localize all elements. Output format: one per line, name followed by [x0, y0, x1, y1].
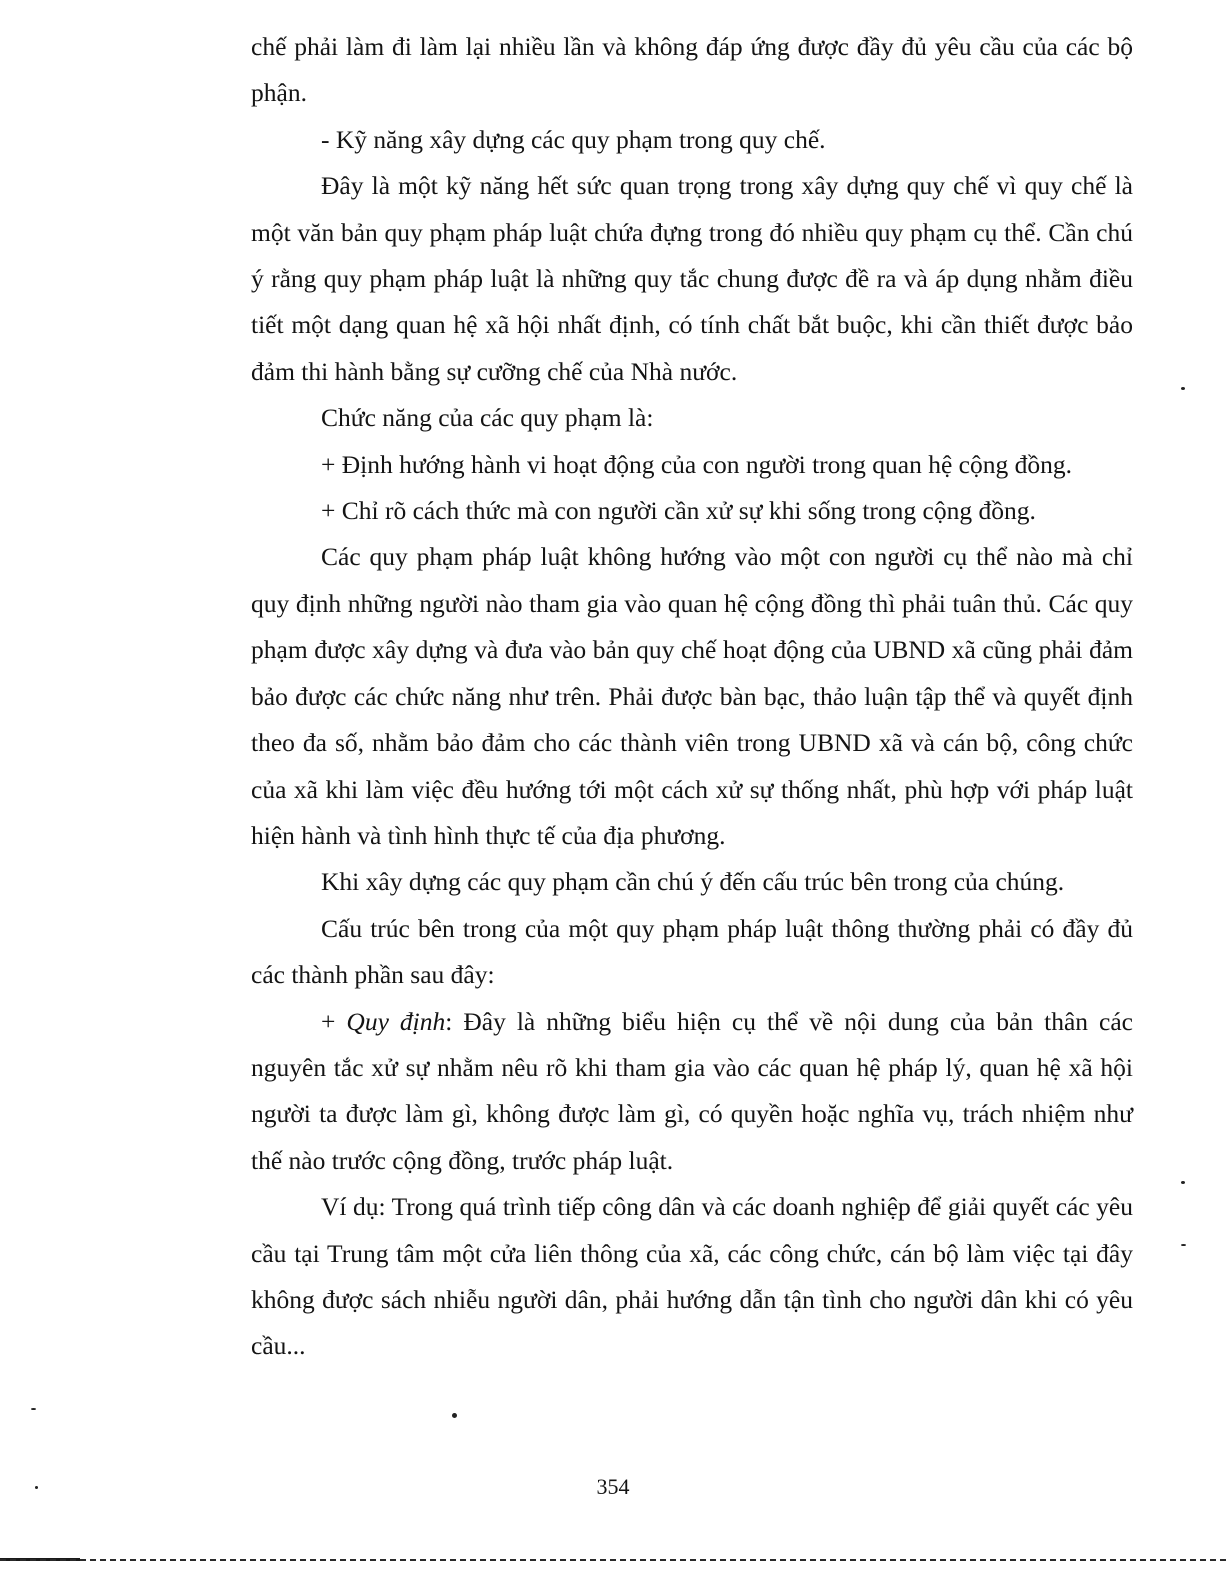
term-emphasis: Quy định	[346, 1006, 446, 1036]
paragraph-function-2: + Chỉ rõ cách thức mà con người cần xử sự khi sống trong cộng đồng.	[321, 496, 1036, 526]
paragraph-quy-dinh	[251, 999, 1133, 1185]
paragraph-function-1: + Định hướng hành vi hoạt động của con người trong quan hệ cộng đồng.	[321, 449, 1072, 479]
scan-speck	[31, 1408, 36, 1410]
bullet-lead: +	[321, 1006, 347, 1036]
paragraph-importance: Đây là một kỹ năng hết sức quan trọng trong xây dựng quy chế vì quy chế là một văn bản quy phạm pháp luật chứa đựng trong đó nhiều quy phạm cụ thể. Cần chú ý rằng quy phạm pháp luật là những quy tắc chung được đề ra và áp dụng nhằm điều tiết một dạng quan hệ xã hội nhất định, có tính chất bắt buộc, khi cần thiết được bảo đảm thi hành bằng sự cưỡng chế của Nhà nước.	[251, 171, 1133, 386]
scan-speck	[452, 1413, 457, 1418]
paragraph-norms: Các quy phạm pháp luật không hướng vào một con người cụ thể nào mà chỉ quy định những người nào tham gia vào quan hệ cộng đồng thì phải tuân thủ. Các quy phạm được xây dựng và đưa vào bản quy chế hoạt động của UBND xã cũng phải đảm bảo được các chức năng như trên. Phải được bàn bạc, thảo luận tập thể và quyết định theo đa số, nhằm bảo đảm cho các thành viên trong UBND xã và cán bộ, công chức của xã khi làm việc đều hướng tới một cách xử sự thống nhất, phù hợp với pháp luật hiện hành và tình hình thực tế của địa phương.	[251, 542, 1133, 850]
paragraph-continuation: chế phải làm đi làm lại nhiều lần và không đáp ứng được đầy đủ yêu cầu của các bộ phận.	[251, 32, 1133, 108]
footer-rule-dashed	[0, 1559, 1226, 1561]
scan-speck	[1181, 1181, 1185, 1184]
paragraph-example: Ví dụ: Trong quá trình tiếp công dân và các doanh nghiệp để giải quyết các yêu cầu tại Trung tâm một cửa liên thông của xã, các công chức, cán bộ làm việc tại đây không được sách nhiễu người dân, phải hướng dẫn tận tình cho người dân khi có yêu cầu...	[251, 1192, 1133, 1361]
page-number: 354	[596, 1474, 630, 1499]
scan-speck	[1181, 1244, 1186, 1246]
paragraph-structure-intro: Cấu trúc bên trong của một quy phạm pháp luật thông thường phải có đầy đủ các thành phần sau đây:	[251, 913, 1133, 990]
term-definition: : Đây là những biểu hiện cụ thể về nội dung của bản thân các nguyên tắc xử sự nhằm nêu rõ khi tham gia vào các quan hệ pháp lý, quan hệ xã hội người ta được làm gì, không được làm gì, có quyền hoặc nghĩa vụ, trách nhiệm như thế nào trước cộng đồng, trước pháp luật.	[251, 1006, 1133, 1175]
body-text	[251, 24, 1133, 1370]
paragraph-structure-note: Khi xây dựng các quy phạm cần chú ý đến cấu trúc bên trong của chúng.	[321, 867, 1065, 897]
paragraph-functions-intro: Chức năng của các quy phạm là:	[321, 403, 654, 433]
paragraph-heading-skill: - Kỹ năng xây dựng các quy phạm trong quy chế.	[321, 124, 826, 154]
scan-speck	[1181, 387, 1185, 390]
